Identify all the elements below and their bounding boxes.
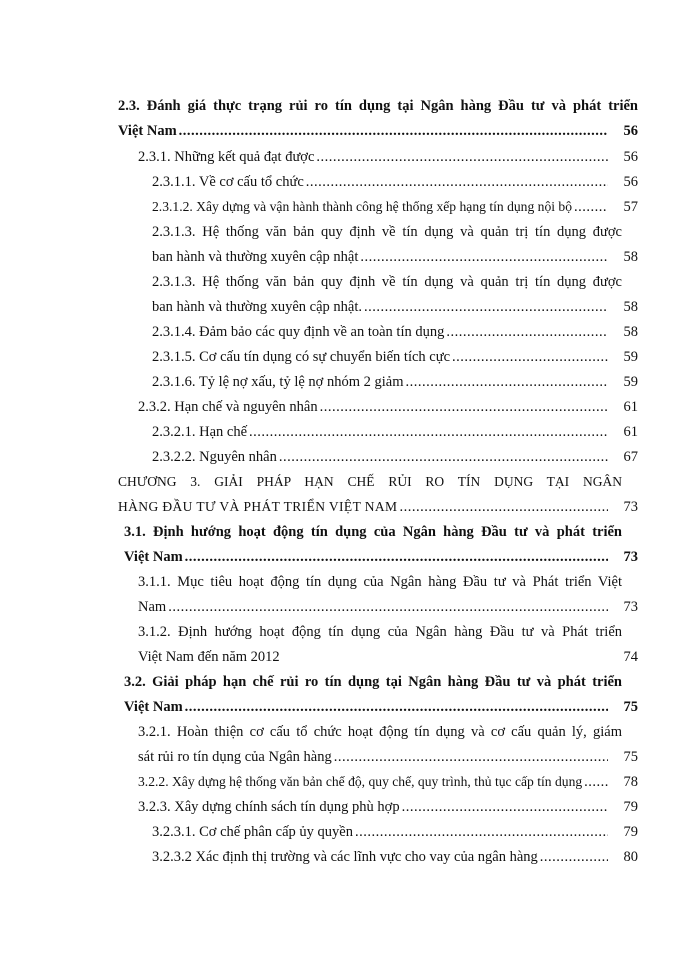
toc-entry-text: Nam xyxy=(138,599,167,615)
toc-leader-dots xyxy=(249,423,608,441)
toc-leader-dots xyxy=(316,148,608,166)
toc-leader-dots xyxy=(364,298,608,316)
toc-entry-2-3-1-2 xyxy=(152,198,638,216)
toc-page-number: 59 xyxy=(623,374,638,390)
toc-page-number: 79 xyxy=(623,824,638,840)
toc-entry-2-3-1-5 xyxy=(152,348,638,366)
toc-entry-3-2-3-1 xyxy=(152,823,638,841)
toc-page-number: 79 xyxy=(623,799,638,815)
toc-entry-text: ban hành và thường xuyên cập nhật. xyxy=(152,299,363,315)
toc-page-number: 61 xyxy=(623,424,638,440)
toc-entry-2-3-1-3b-line2 xyxy=(152,298,638,316)
toc-entry-text: 3.2.2. Xây dựng hệ thống văn bản chế độ, quy chế, quy trình, thủ tục cấp tín dụng xyxy=(138,774,583,789)
toc-page-number: 73 xyxy=(623,549,638,565)
toc-entry-2-3-1 xyxy=(138,148,638,166)
toc-entry-text: 2.3.1.6. Tỷ lệ nợ xấu, tỷ lệ nợ nhóm 2 giảm xyxy=(152,374,404,390)
toc-leader-dots xyxy=(355,823,608,841)
toc-entry-text: 3.2.3.1. Cơ chế phân cấp ủy quyền xyxy=(152,824,353,840)
toc-entry-text: 2.3.1.3. Hệ thống văn bản quy định về tín dụng và quản trị tín dụng được xyxy=(152,274,622,290)
toc-entry-3-2-line1 xyxy=(124,673,622,691)
toc-entry-2-3-1-3b-line1 xyxy=(152,273,622,291)
toc-page-number: 75 xyxy=(623,699,638,715)
toc-entry-2-3-1-1 xyxy=(152,173,638,191)
toc-entry-3-1-2-line2 xyxy=(138,648,638,666)
toc-page-number: 74 xyxy=(623,649,638,665)
toc-entry-3-2-3 xyxy=(138,798,638,816)
toc-leader-dots xyxy=(279,448,608,466)
toc-entry-text: Việt Nam đến năm 2012 xyxy=(138,649,280,665)
toc-page-number: 58 xyxy=(623,299,638,315)
toc-entry-text: 2.3.1.4. Đảm bảo các quy định về an toàn tín dụng xyxy=(152,324,445,340)
toc-leader-dots xyxy=(179,122,608,140)
toc-entry-text: 2.3.1. Những kết quả đạt được xyxy=(138,149,315,165)
toc-entry-text: 2.3. Đánh giá thực trạng rủi ro tín dụng tại Ngân hàng Đầu tư và phát triển xyxy=(118,98,638,114)
toc-entry-text: 3.2.3.2 Xác định thị trường và các lĩnh vực cho vay của ngân hàng xyxy=(152,849,538,865)
toc-entry-2-3-2-1 xyxy=(152,423,638,441)
toc-entry-text: 3.1. Định hướng hoạt động tín dụng của Ngân hàng Đầu tư và phát triển xyxy=(124,524,622,540)
toc-leader-dots xyxy=(334,748,608,766)
toc-entry-3-2-3-2 xyxy=(152,848,638,866)
toc-entry-text: sát rủi ro tín dụng của Ngân hàng xyxy=(138,749,332,765)
toc-entry-text: Việt Nam xyxy=(118,123,177,139)
toc-entry-text: Việt Nam xyxy=(124,549,183,565)
toc-leader-dots xyxy=(452,348,608,366)
toc-entry-text: 2.3.1.5. Cơ cấu tín dụng có sự chuyển biến tích cực xyxy=(152,349,451,365)
toc-page-number: 56 xyxy=(623,149,638,165)
toc-entry-text: 2.3.2.1. Hạn chế xyxy=(152,424,248,440)
toc-leader-dots xyxy=(399,498,608,516)
toc-entry-2-3-1-3a-line1 xyxy=(152,223,622,241)
toc-leader-dots xyxy=(168,598,608,616)
toc-entry-text: 2.3.1.3. Hệ thống văn bản quy định về tín dụng và quản trị tín dụng được xyxy=(152,224,622,240)
toc-entry-text: 2.3.1.2. Xây dựng và vận hành thành công hệ thống xếp hạng tín dụng nội bộ xyxy=(152,199,573,214)
toc-leader-dots xyxy=(574,198,608,216)
toc-entry-3-1-line1 xyxy=(124,523,622,541)
toc-entry-text: 3.2.3. Xây dựng chính sách tín dụng phù hợp xyxy=(138,799,400,815)
toc-entry-3-1-1-line1 xyxy=(138,573,622,591)
toc-leader-dots xyxy=(405,373,608,391)
toc-page-number: 57 xyxy=(623,199,638,215)
toc-entry-2-3-1-3a-line2 xyxy=(152,248,638,266)
toc-entry-text: 2.3.2. Hạn chế và nguyên nhân xyxy=(138,399,318,415)
toc-entry-3-2-line2 xyxy=(124,698,638,716)
toc-entry-text: 3.1.2. Định hướng hoạt động tín dụng của Ngân hàng Đầu tư và Phát triển xyxy=(138,624,622,640)
toc-page-number: 78 xyxy=(623,774,638,790)
toc-entry-text: CHƯƠNG 3. GIẢI PHÁP HẠN CHẾ RỦI RO TÍN DỤNG TẠI NGÂN xyxy=(118,474,622,489)
toc-leader-dots xyxy=(185,548,608,566)
toc-page-number: 67 xyxy=(623,449,638,465)
toc-page-number: 56 xyxy=(623,174,638,190)
toc-entry-3-1-line2 xyxy=(124,548,638,566)
toc-leader-dots xyxy=(402,798,608,816)
toc-page-number: 58 xyxy=(623,324,638,340)
toc-leader-dots xyxy=(320,398,608,416)
toc-entry-3-2-1-line1 xyxy=(138,723,622,741)
toc-page-number: 61 xyxy=(623,399,638,415)
toc-page-number: 73 xyxy=(623,599,638,615)
toc-leader-dots xyxy=(185,698,608,716)
toc-leader-dots xyxy=(540,848,608,866)
toc-page-number: 75 xyxy=(623,749,638,765)
toc-entry-text: HÀNG ĐẦU TƯ VÀ PHÁT TRIỂN VIỆT NAM xyxy=(118,499,398,514)
toc-leader-dots xyxy=(446,323,608,341)
toc-page-number: 73 xyxy=(623,499,638,515)
toc-entry-text: 3.2. Giải pháp hạn chế rủi ro tín dụng tại Ngân hàng Đầu tư và phát triển xyxy=(124,674,622,690)
toc-entry-3-2-1-line2 xyxy=(138,748,638,766)
toc-entry-2-3-1-4 xyxy=(152,323,638,341)
toc-chapter-3-line1 xyxy=(118,473,622,491)
toc-page-number: 58 xyxy=(623,249,638,265)
toc-entry-text: 3.1.1. Mục tiêu hoạt động tín dụng của Ngân hàng Đầu tư và Phát triển Việt xyxy=(138,574,622,590)
toc-entry-3-1-2-line1 xyxy=(138,623,622,641)
toc-entry-text: Việt Nam xyxy=(124,699,183,715)
toc-entry-text: 2.3.2.2. Nguyên nhân xyxy=(152,449,277,465)
toc-page-number: 80 xyxy=(623,849,638,865)
toc-entry-3-1-1-line2 xyxy=(138,598,638,616)
toc-entry-text: ban hành và thường xuyên cập nhật xyxy=(152,249,359,265)
toc-entry-text: 3.2.1. Hoàn thiện cơ cấu tổ chức hoạt động tín dụng và cơ cấu quản lý, giám xyxy=(138,724,622,740)
toc-entry-2-3-2-2 xyxy=(152,448,638,466)
toc-leader-dots xyxy=(360,248,608,266)
toc-entry-text: 2.3.1.1. Về cơ cấu tổ chức xyxy=(152,174,304,190)
toc-entry-2-3-line1 xyxy=(118,97,638,115)
toc-entry-3-2-2 xyxy=(138,773,638,791)
toc-entry-2-3-2 xyxy=(138,398,638,416)
toc-leader-dots xyxy=(584,773,608,791)
toc-chapter-3-line2 xyxy=(118,498,638,516)
toc-leader-dots xyxy=(306,173,608,191)
toc-page-number: 56 xyxy=(623,123,638,139)
toc-entry-2-3-line2 xyxy=(118,122,638,140)
toc-page-number: 59 xyxy=(623,349,638,365)
toc-entry-2-3-1-6 xyxy=(152,373,638,391)
